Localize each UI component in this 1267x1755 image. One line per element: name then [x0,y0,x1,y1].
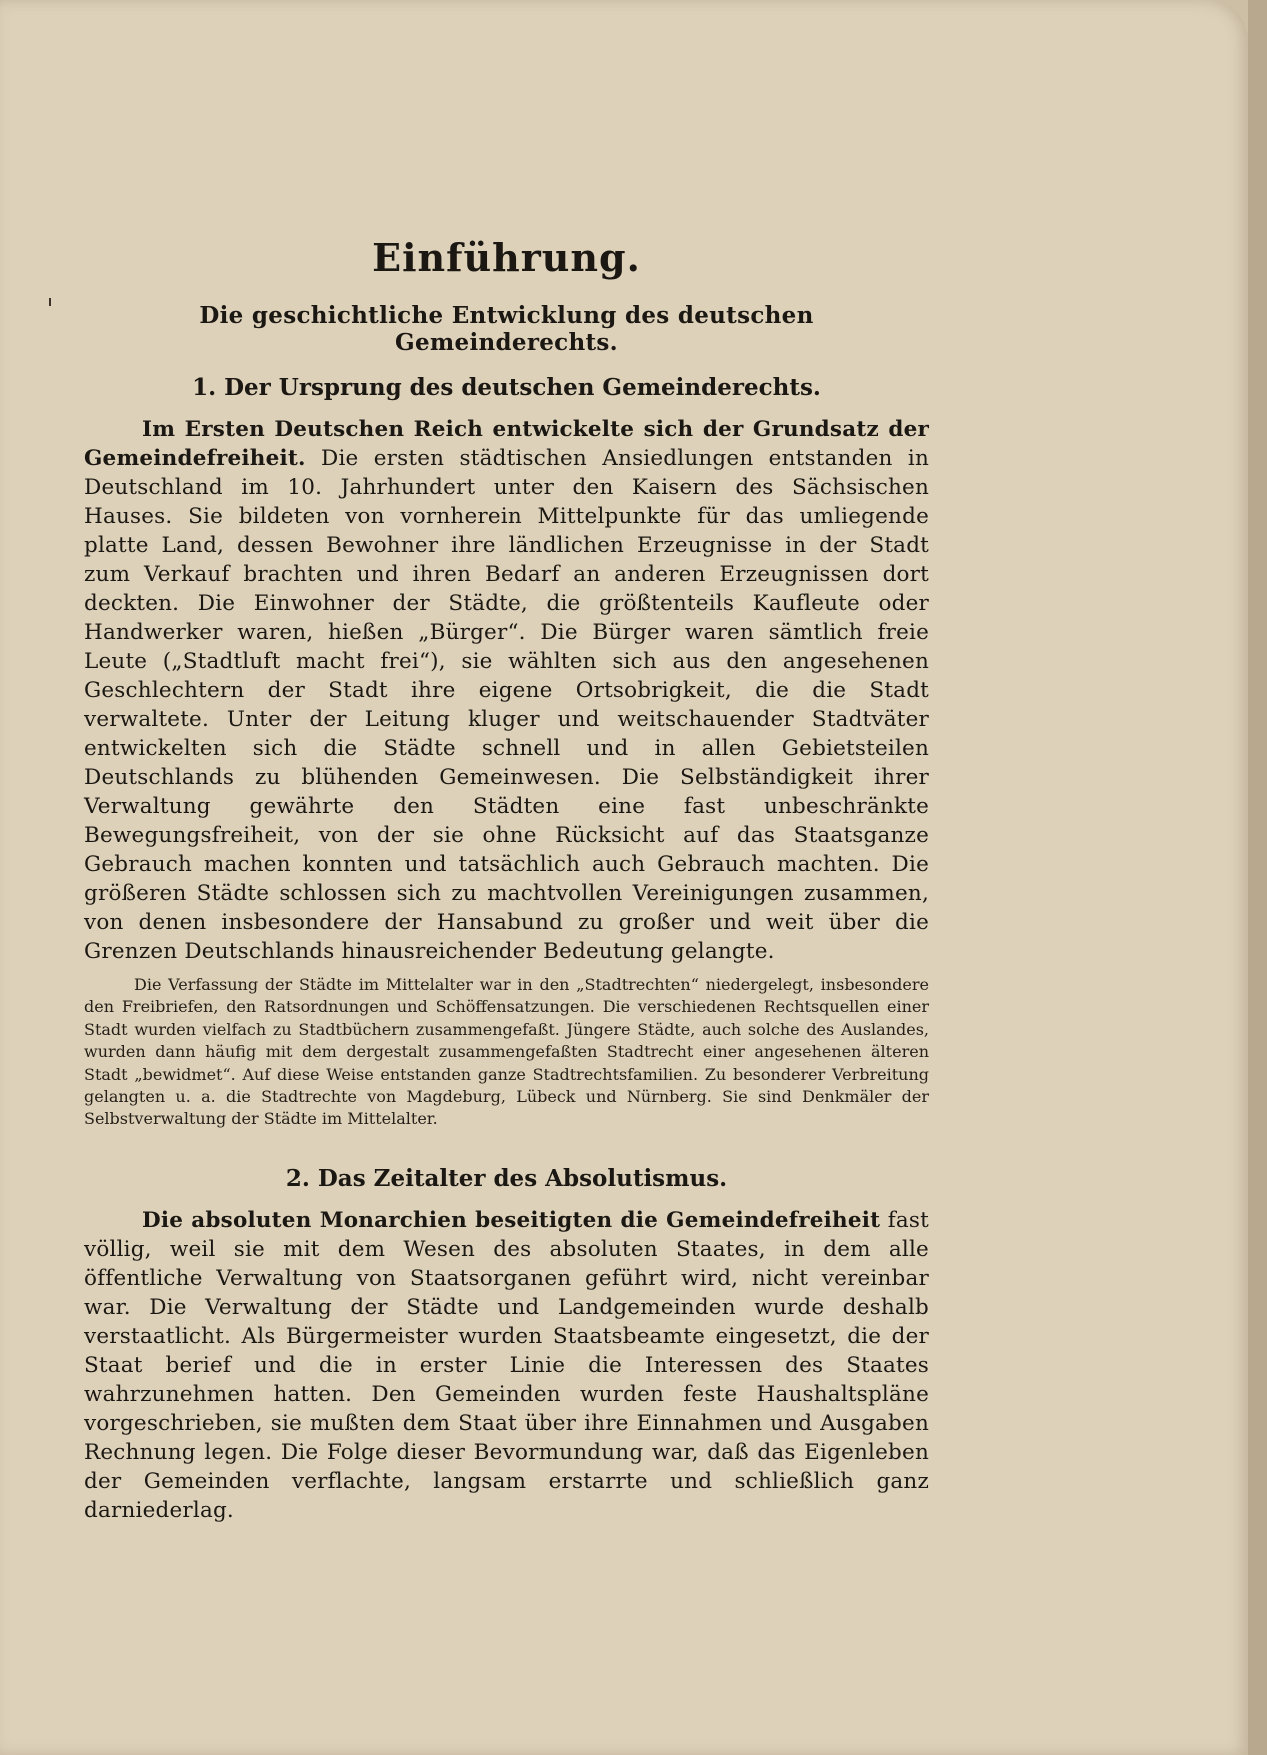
section-2-body: fast völlig, weil sie mit dem Wesen des absoluten Staates, in dem alle öffentliche Verwaltung von Staatsorganen geführt wird, nicht vereinbar war. Die Verwaltung der Städte und Landgemeinden wurde deshalb verstaatlicht. Als Bürgermeister wurden Staatsbeamte eingesetzt, die der Staat berief und die in erster Linie die Interessen des Staates wahrzunehmen hatten. Den Gemeinden wurden feste Haushaltspläne vorgeschrieben, sie mußten dem Staat über ihre Einnahmen und Ausgaben Rechnung legen. Die Folge dieser Bevormundung war, daß das Eigenleben der Gemeinden verflachte, langsam erstarrte und schließlich ganz darniederlag. [84,1207,929,1523]
page-edge [1248,0,1267,1755]
section-1-paragraph [84,415,929,966]
page-title: Einführung. [372,235,641,280]
section-1-heading: 1. Der Ursprung des deutschen Gemeinderechts. [192,374,821,401]
page-subtitle: Die geschichtliche Entwicklung des deutschen Gemeinderechts. [199,302,814,356]
section-1-lead: Im Ersten Deutschen Reich entwickelte sich der Grundsatz der Gemeindefreiheit. [84,417,929,471]
section-spacer [84,1131,929,1165]
section-2-paragraph [84,1206,929,1525]
section-2-heading: 2. Das Zeitalter des Absolutismus. [285,1164,728,1192]
margin-mark [49,298,51,306]
page-content [84,235,929,1525]
section-1-body: Die ersten städtischen Ansiedlungen entstanden in Deutschland im 10. Jahrhundert unter den Kaisern des Sächsischen Hauses. Sie bildeten von vornherein Mittelpunkte für das umliegende platte Land, dessen Bewohner ihre ländlichen Erzeugnisse in der Stadt zum Verkauf brachten und ihren Bedarf an anderen Erzeugnissen dort deckten. Die Einwohner der Städte, die größtenteils Kaufleute oder Handwerker waren, hießen „Bürger“. Die Bürger waren sämtlich freie Leute („Stadtluft macht frei“), sie wählten sich aus den angesehenen Geschlechtern der Stadt ihre eigene Ortsobrigkeit, die die Stadt verwaltete. Unter der Leitung kluger und weitschauender Stadtväter entwickelten sich die Städte schnell und in allen Gebietsteilen Deutschlands zu blühenden Gemeinwesen. Die Selbständigkeit ihrer Verwaltung gewährte den Städten eine fast unbeschränkte Bewegungsfreiheit, von der sie ohne Rücksicht auf das Staatsganze Gebrauch machen konnten und tatsächlich auch Gebrauch machten. Die größeren Städte schlossen sich zu machtvollen Vereinigungen zusammen, von denen insbesondere der Hansabund zu großer und weit über die Grenzen Deutschlands hinausreichender Bedeutung gelangte. [84,446,929,964]
section-1-note: Die Verfassung der Städte im Mittelalter war in den „Stadtrechten“ niedergelegt, insbesondere den Freibriefen, den Ratsordnungen und Schöffensatzungen. Die verschiedenen Rechtsquellen einer Stadt wurden vielfach zu Stadtbüchern zusammengefaßt. Jüngere Städte, auch solche des Auslandes, wurden dann häufig mit dem dergestalt zusammengefaßten Stadtrecht einer angesehenen älteren Stadt „bewidmet“. Auf diese Weise entstanden ganze Stadtrechtsfamilien. Zu besonderer Verbreitung gelangten u. a. die Stadtrechte von Magdeburg, Lübeck und Nürnberg. Sie sind Denkmäler der Selbstverwaltung der Städte im Mittelalter. [84,975,929,1129]
section-2-lead: Die absoluten Monarchien beseitigten die Gemeindefreiheit [142,1207,881,1233]
